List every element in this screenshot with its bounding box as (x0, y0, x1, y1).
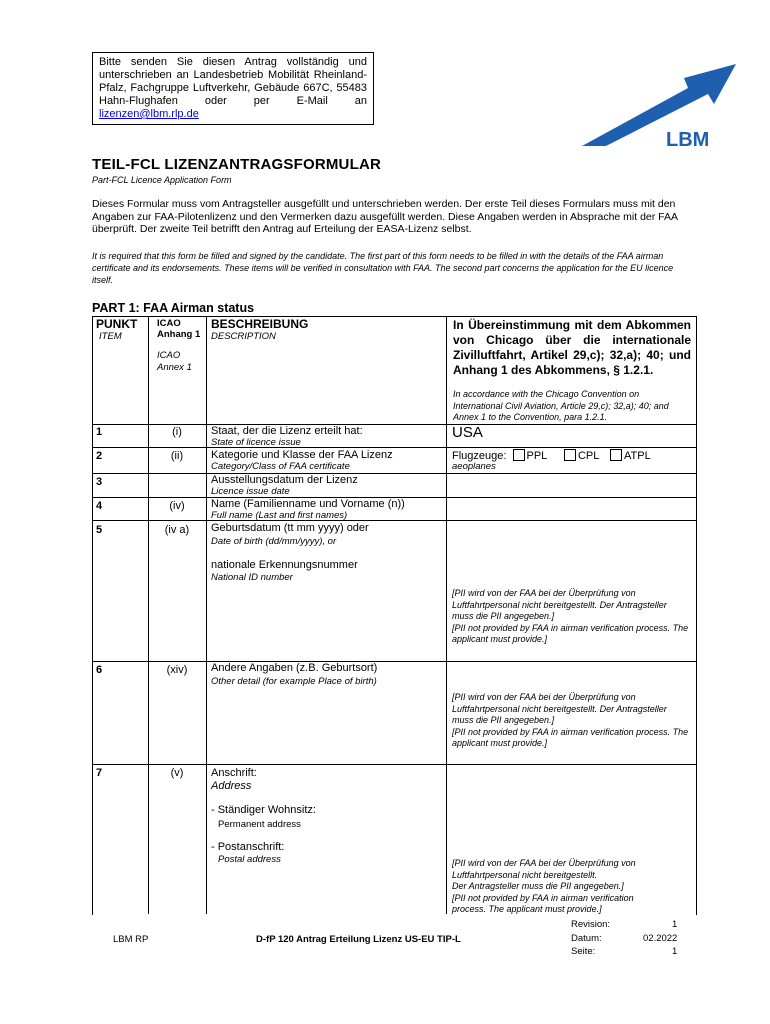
convention-header-en: In accordance with the Chicago Convention on International Civil Aviation, Article 29,c); 32,a); 40; and Annex 1 to the Convention, para 1.2.1. (453, 389, 669, 422)
pii-note-line: Der Antragsteller muss die PII angegeben.] (452, 881, 624, 891)
row-7-icao: (v) (170, 767, 184, 779)
row-6-number: 6 (96, 664, 103, 676)
row-4-label: Name (Familienname und Vorname (n)) (211, 498, 405, 510)
row-4-icao: (iv) (169, 500, 185, 512)
row-divider (92, 661, 696, 662)
row-divider (92, 473, 696, 474)
row-3-number: 3 (96, 476, 103, 488)
pii-note-en: [PII not provided by FAA in airman verification process. The applicant must provide.] (452, 622, 689, 644)
col-divider (206, 316, 207, 914)
row-7-label-en: Address (211, 780, 252, 792)
atpl-label: ATPL (624, 450, 651, 462)
pii-note-de: [PII wird von der FAA bei der Überprüfung von Luftfahrtpersonal nicht bereitgestellt. Der Antragsteller muss die PII angegeben.] (452, 692, 667, 725)
row-2-icao: (ii) (170, 450, 184, 462)
row-5-label: Geburtsdatum (tt mm yyyy) oder (211, 522, 369, 534)
postal-address-label: - Postanschrift: (211, 841, 285, 853)
row-5-label-en: Date of birth (dd/mm/yyyy), or (211, 536, 337, 547)
ppl-checkbox[interactable] (513, 449, 525, 461)
send-instructions-text: Bitte senden Sie diesen Antrag vollständig und unterschrieben an Landesbetrieb Mobilität Rheinland-Pfalz, Fachgruppe Luftverkehr, Gebäude 667C, 55483 Hahn-Flughafen oder per E-Mail an (99, 56, 367, 107)
row-5-label-2: nationale Erkennungsnummer (211, 559, 358, 571)
permanent-address-label-en: Permanent address (218, 819, 301, 830)
revision-label: Revision: (571, 919, 611, 930)
logo-text: LBM (666, 129, 710, 150)
aeroplanes-label: aeoplanes (452, 461, 496, 472)
aircraft-label: Flugzeuge: (452, 450, 507, 462)
cpl-checkbox[interactable] (564, 449, 576, 461)
row-2-number: 2 (96, 450, 103, 462)
row-5-number: 5 (96, 524, 103, 536)
col-divider (148, 316, 149, 914)
pii-note-en: [PII not provided by FAA in airman verification process. The applicant must provide.] (452, 726, 689, 748)
page-label: Seite: (571, 946, 596, 957)
row-divider (92, 764, 696, 765)
pii-note-line: process. The applicant must provide.] (452, 904, 602, 914)
footer-org: LBM RP (113, 934, 149, 945)
atpl-checkbox[interactable] (610, 449, 622, 461)
description-header: DESCRIPTION (211, 331, 276, 342)
row-6-icao: (xiv) (166, 664, 188, 676)
row-2-label-en: Category/Class of FAA certificate (211, 461, 350, 472)
row-1-label-en: State of licence issue (211, 437, 301, 448)
row-1-label: Staat, der die Lizenz erteilt hat: (211, 425, 363, 437)
row-1-number: 1 (96, 426, 103, 438)
form-subtitle: Part-FCL Licence Application Form (92, 175, 232, 185)
pii-note-de: [PII wird von der FAA bei der Überprüfung von Luftfahrtpersonal nicht bereitgestellt. Der Antragsteller muss die PII angegeben.] (452, 588, 667, 621)
footer-doc-id: D-fP 120 Antrag Erteilung Lizenz US-EU TIP-L (256, 934, 461, 945)
beschreibung-header: BESCHREIBUNG (211, 317, 309, 331)
intro-english: It is required that this form be filled and signed by the candidate. The first part of this form needs to be filled in with the details of the FAA airman certificate and its endorsements. These items will be verified in consultation with FAA. The second part concerns the application for the EU licence itself. (92, 251, 674, 285)
icao-header: ICAO Anhang 1 (157, 318, 201, 340)
row-7-number: 7 (96, 767, 103, 779)
form-title: TEIL-FCL LIZENZANTRAGSFORMULAR (92, 156, 382, 173)
row-2-label: Kategorie und Klasse der FAA Lizenz (211, 449, 393, 461)
date-value: 02.2022 (643, 933, 678, 944)
row-6-label: Andere Angaben (z.B. Geburtsort) (211, 662, 378, 674)
ppl-label: PPL (526, 450, 547, 462)
row-7-pii-note (452, 858, 692, 916)
postal-address-label-en: Postal address (218, 854, 281, 865)
row-6-label-en: Other detail (for example Place of birth) (211, 676, 377, 687)
revision-value: 1 (672, 919, 678, 930)
row-5-icao: (iv a) (164, 524, 190, 536)
row-1-icao: (i) (172, 426, 182, 438)
intro-german: Dieses Formular muss vom Antragsteller ausgefüllt und unterschrieben werden. Der erste Teil dieses Formulars muss mit den Angaben zur FAA-Pilotenlizenz und den Vermerken dazu ausgefüllt werden. Diese Angaben werden in Absprache mit der FAA überprüft. Der zweite Teil betrifft den Antrag auf Erteilung der EASA-Lizenz selbst. (92, 198, 678, 235)
row-3-label: Ausstellungsdatum der Lizenz (211, 474, 358, 486)
row-divider (92, 424, 696, 425)
convention-header: In Übereinstimmung mit dem Abkommen von Chicago über die internationale Zivilluftfahrt, Artikel 29,c); 32,a); 40; und Anhang 1 des Abkommens, § 1.2.1. (453, 318, 691, 377)
row-5-label-2-en: National ID number (211, 572, 293, 583)
licence-state-value[interactable]: USA (452, 424, 483, 441)
col-divider (446, 316, 447, 914)
pii-note-line: [PII wird von der FAA bei der Überprüfung von Luftfahrtpersonal nicht bereitgestellt. (452, 858, 636, 880)
row-divider (92, 447, 696, 448)
row-4-number: 4 (96, 500, 103, 512)
icao-annex-header: ICAO Annex 1 (157, 350, 192, 373)
row-4-label-en: Full name (Last and first names) (211, 510, 348, 521)
row-divider (92, 520, 696, 521)
pii-note-line: [PII not provided by FAA in airman verification (452, 892, 634, 903)
row-3-label-en: Licence issue date (211, 486, 290, 497)
row-5-pii-note (452, 588, 690, 646)
row-6-pii-note (452, 692, 690, 750)
page-value: 1 (672, 946, 678, 957)
permanent-address-label: - Ständiger Wohnsitz: (211, 804, 316, 816)
date-label: Datum: (571, 933, 602, 944)
lbm-logo (582, 64, 738, 150)
row-7-label: Anschrift: (211, 767, 257, 779)
item-header: ITEM (99, 331, 122, 342)
send-instructions-box (92, 52, 374, 125)
punkt-header: PUNKT (96, 317, 138, 331)
part-title: PART 1: FAA Airman status (92, 301, 255, 315)
email-link[interactable]: lizenzen@lbm.rlp.de (99, 108, 199, 120)
cpl-label: CPL (577, 450, 599, 462)
